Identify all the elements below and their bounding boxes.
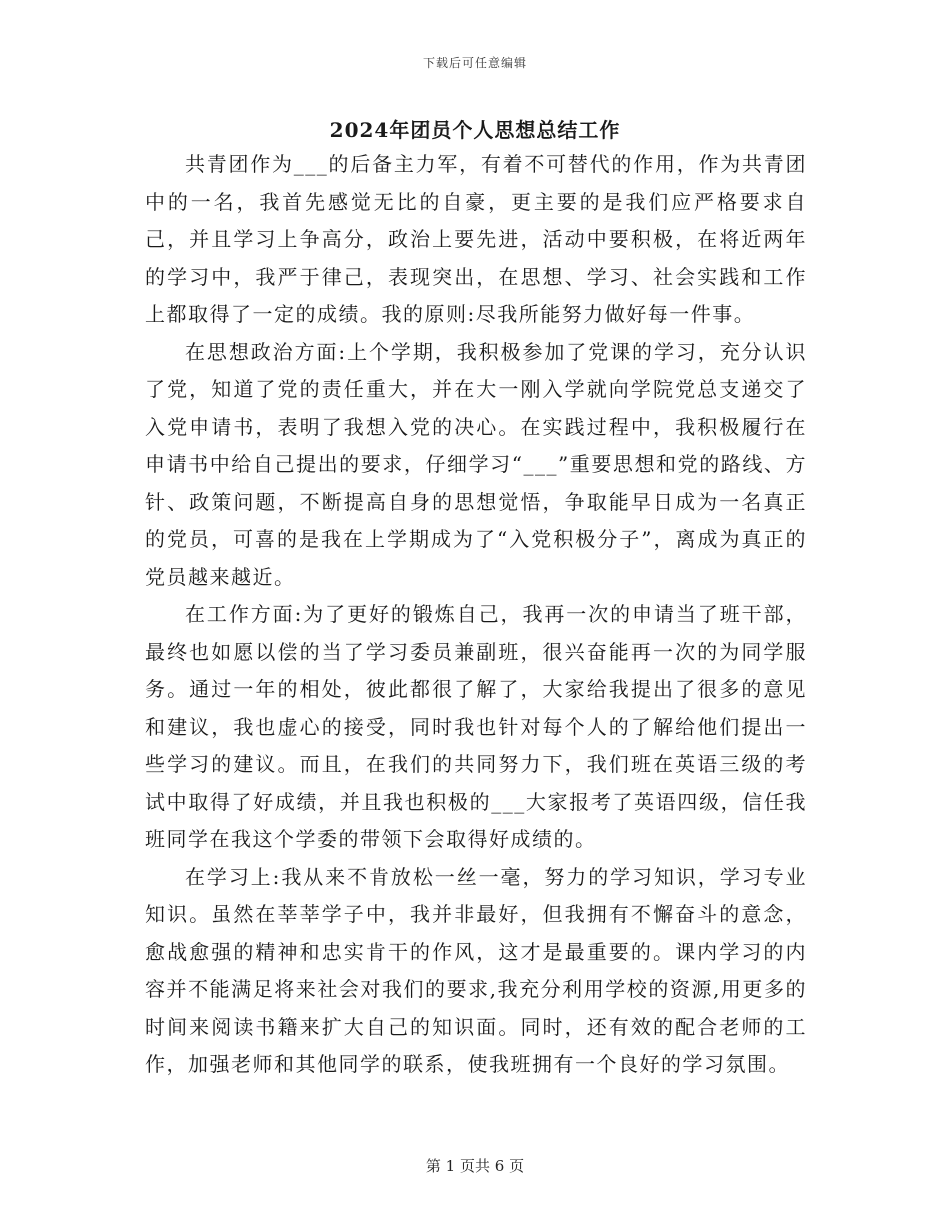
document-body: [145, 146, 807, 1084]
page-number: 第 1 页共 6 页: [425, 1157, 525, 1175]
document-title: 2024年团员个人思想总结工作: [329, 118, 621, 142]
paragraph-political-thought: 在思想政治方面:上个学期，我积极参加了党课的学习，充分认识了党，知道了党的责任重大，并在大一刚入学就向学院党总支递交了入党申请书，表明了我想入党的决心。在实践过程中，我积极履行在申请书中给自己提出的要求，仔细学习“___”重要思想和党的路线、方针、政策问题，不断提高自身的思想觉悟，争取能早日成为一名真正的党员，可喜的是我在上学期成为了“入党积极分子”，离成为真正的党员越来越近。: [145, 339, 807, 589]
paragraph-work: 在工作方面:为了更好的锻炼自己，我再一次的申请当了班干部，最终也如愿以偿的当了学习委员兼副班，很兴奋能再一次的为同学服务。通过一年的相处，彼此都很了解了，大家给我提出了很多的意见和建议，我也虚心的接受，同时我也针对每个人的了解给他们提出一些学习的建议。而且，在我们的共同努力下，我们班在英语三级的考试中取得了好成绩，并且我也积极的___大家报考了英语四级，信任我班同学在我这个学委的带领下会取得好成绩的。: [145, 602, 807, 851]
paragraph-intro: 共青团作为___的后备主力军，有着不可替代的作用，作为共青团中的一名，我首先感觉无比的自豪，更主要的是我们应严格要求自己，并且学习上争高分，政治上要先进，活动中要积极，在将近两年的学习中，我严于律己，表现突出，在思想、学习、社会实践和工作上都取得了一定的成绩。我的原则:尽我所能努力做好每一件事。: [145, 152, 807, 326]
page-header: 下载后可任意编辑: [422, 56, 527, 70]
paragraph-study: 在学习上:我从来不肯放松一丝一毫，努力的学习知识，学习专业知识。虽然在莘莘学子中，我并非最好，但我拥有不懈奋斗的意念，愈战愈强的精神和忠实肯干的作风，这才是最重要的。课内学习的内容并不能满足将来社会对我们的要求,我充分利用学校的资源,用更多的时间来阅读书籍来扩大自己的知识面。同时，还有效的配合老师的工作，加强老师和其他同学的联系，使我班拥有一个良好的学习氛围。: [145, 864, 807, 1076]
